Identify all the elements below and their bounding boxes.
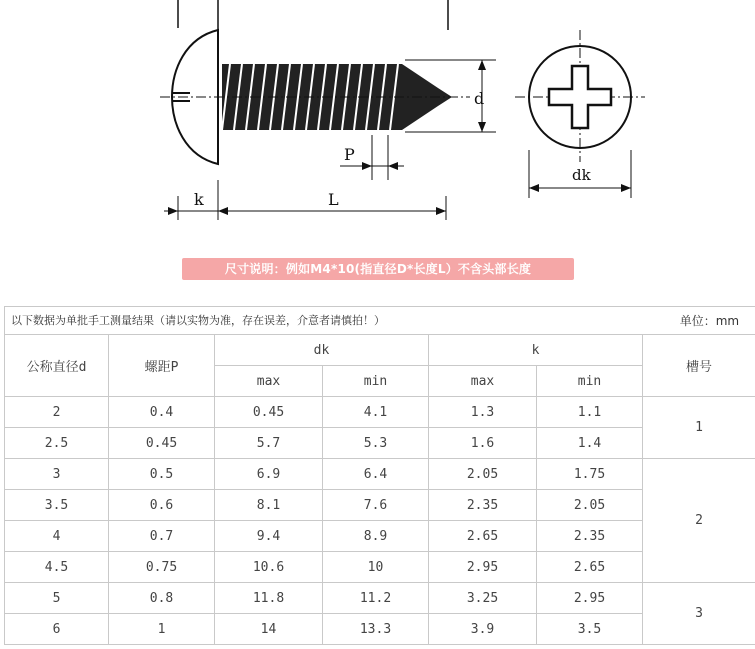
cell-dk-max: 10.6 [215,552,323,583]
label-dk: dk [572,166,591,184]
cell-p: 0.4 [109,397,215,428]
table-note-row [5,307,755,335]
header-dk: dk [215,335,429,366]
cell-k-min: 3.5 [537,614,643,645]
table-row [5,490,755,521]
header-pitch: 螺距P [109,335,215,397]
cell-k-min: 2.05 [537,490,643,521]
cell-p: 0.6 [109,490,215,521]
cell-slot: 2 [643,459,755,583]
cell-slot: 3 [643,583,755,645]
cell-dk-min: 7.6 [323,490,429,521]
cell-k-min: 2.65 [537,552,643,583]
table-row [5,428,755,459]
cell-d: 2.5 [5,428,109,459]
label-k: k [194,190,204,209]
cell-k-min: 1.75 [537,459,643,490]
cell-dk-min: 6.4 [323,459,429,490]
cell-d: 4.5 [5,552,109,583]
cell-k-min: 2.95 [537,583,643,614]
unit-label: 单位：mm [679,314,740,328]
cell-dk-min: 11.2 [323,583,429,614]
header-row [5,335,755,366]
cell-d: 4 [5,521,109,552]
cell-p: 0.7 [109,521,215,552]
label-l: L [328,190,339,209]
cell-dk-max: 14 [215,614,323,645]
cell-k-min: 1.1 [537,397,643,428]
cell-p: 0.75 [109,552,215,583]
cell-dk-max: 6.9 [215,459,323,490]
cell-k-max: 2.95 [429,552,537,583]
measurement-note: 以下数据为单批手工测量结果（请以实物为准，存在误差，介意者请慎拍！） [11,314,385,327]
table-note [5,307,755,335]
cell-k-max: 2.05 [429,459,537,490]
cell-dk-min: 10 [323,552,429,583]
cell-p: 1 [109,614,215,645]
header-slot: 槽号 [643,335,755,397]
head-top-view [515,30,645,198]
cell-d: 5 [5,583,109,614]
table-row [5,614,755,645]
table-row [5,459,755,490]
cell-p: 0.5 [109,459,215,490]
cell-dk-min: 4.1 [323,397,429,428]
cell-k-max: 2.65 [429,521,537,552]
cell-dk-min: 13.3 [323,614,429,645]
table-row [5,552,755,583]
cell-d: 3.5 [5,490,109,521]
cell-k-min: 1.4 [537,428,643,459]
cell-dk-max: 8.1 [215,490,323,521]
screw-drawing [0,0,755,250]
cell-dk-max: 5.7 [215,428,323,459]
cell-d: 6 [5,614,109,645]
cell-k-min: 2.35 [537,521,643,552]
cell-k-max: 1.6 [429,428,537,459]
header-dk-max: max [215,366,323,397]
cell-slot: 1 [643,397,755,459]
label-p: P [344,145,355,164]
cell-d: 3 [5,459,109,490]
spec-table [4,306,755,645]
cell-p: 0.45 [109,428,215,459]
header-k-max: max [429,366,537,397]
cell-dk-max: 11.8 [215,583,323,614]
header-nominal-d: 公称直径d [5,335,109,397]
header-dk-min: min [323,366,429,397]
cell-dk-max: 0.45 [215,397,323,428]
table-row [5,397,755,428]
cell-dk-min: 8.9 [323,521,429,552]
cell-d: 2 [5,397,109,428]
label-d: d [474,89,485,108]
header-k: k [429,335,643,366]
table-row [5,583,755,614]
header-k-min: min [537,366,643,397]
cell-k-max: 1.3 [429,397,537,428]
cell-k-max: 3.9 [429,614,537,645]
cell-p: 0.8 [109,583,215,614]
table-row [5,521,755,552]
cell-dk-max: 9.4 [215,521,323,552]
cell-dk-min: 5.3 [323,428,429,459]
cell-k-max: 2.35 [429,490,537,521]
size-note-banner: 尺寸说明：例如M4*10(指直径D*长度L）不含头部长度 [182,258,574,280]
cell-k-max: 3.25 [429,583,537,614]
